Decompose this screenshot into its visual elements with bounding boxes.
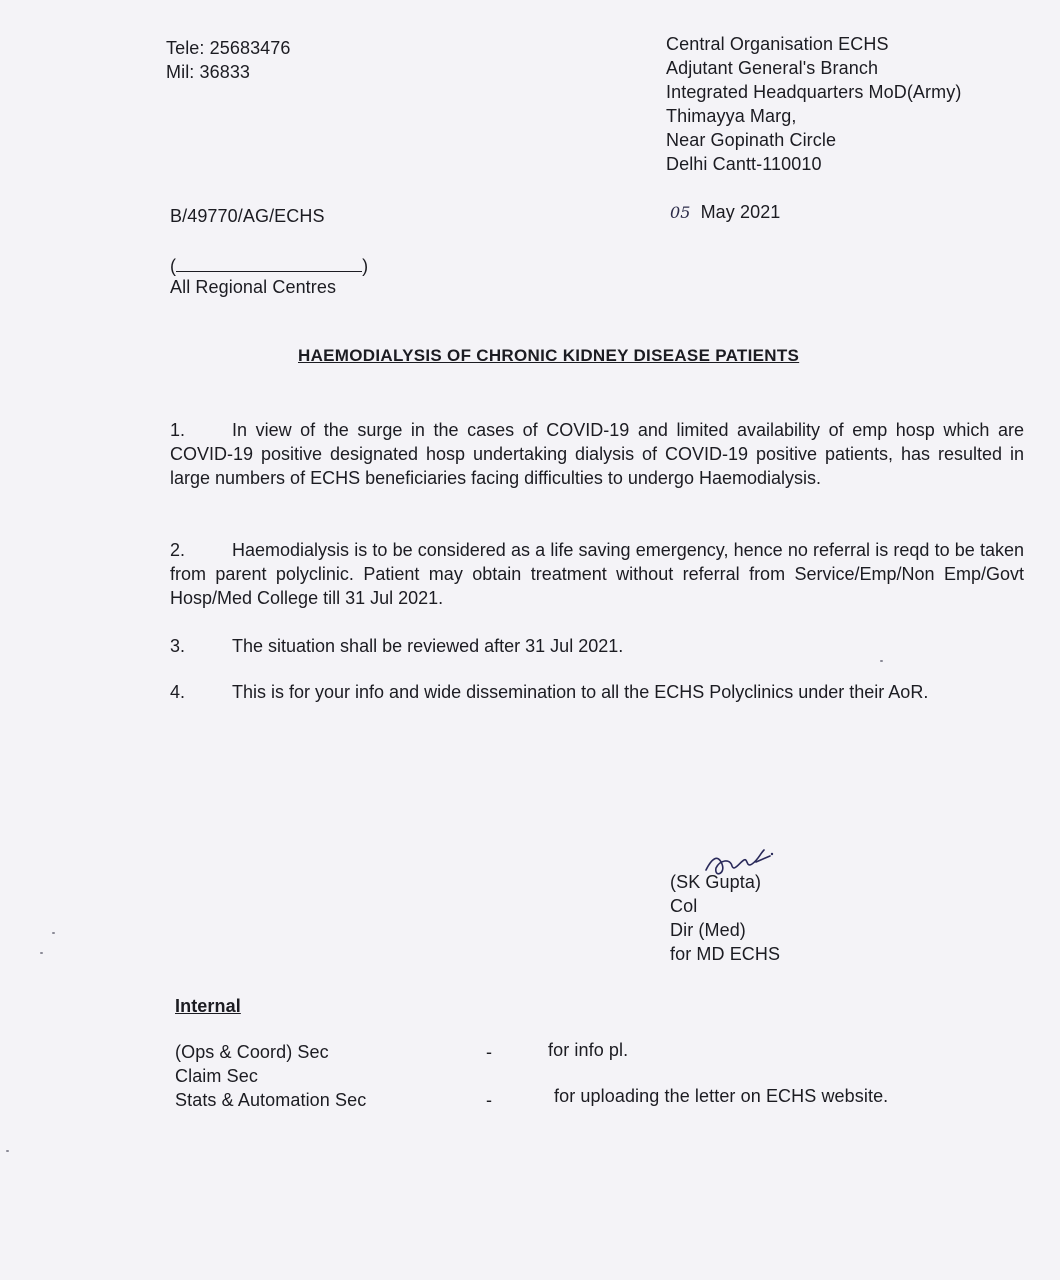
internal-recipients bbox=[175, 1040, 366, 1112]
paren-open: ( bbox=[170, 256, 177, 276]
scan-speck bbox=[52, 932, 55, 934]
paragraph-text: This is for your info and wide dissemination to all the ECHS Polyclinics under their AoR. bbox=[232, 682, 929, 702]
scan-speck bbox=[6, 1150, 9, 1152]
dash-separator: - bbox=[486, 1042, 493, 1062]
signatory-designation: Dir (Med) bbox=[670, 920, 746, 940]
paragraph-1 bbox=[170, 418, 1024, 490]
signatory-block bbox=[670, 870, 780, 966]
office-address bbox=[666, 32, 961, 176]
address-line: Integrated Headquarters MoD(Army) bbox=[666, 82, 962, 102]
paragraph-text: The situation shall be reviewed after 31 Jul 2021. bbox=[232, 636, 624, 656]
paragraph-text: In view of the surge in the cases of COVID-19 and limited availability of emp hosp which are COVID-19 positive designated hosp undertaking dialysis of COVID-19 positive patients, has resulted in large numbers of ECHS beneficiaries facing difficulties to undergo Haemodialysis. bbox=[170, 420, 1024, 488]
recipient: Stats & Automation Sec bbox=[175, 1090, 367, 1110]
date-day-handwritten: 05 bbox=[670, 203, 691, 222]
purpose-upload: for uploading the letter on ECHS website. bbox=[554, 1086, 889, 1106]
dash-separator: - bbox=[486, 1090, 493, 1110]
recipient: (Ops & Coord) Sec bbox=[175, 1042, 329, 1062]
signatory-rank: Col bbox=[670, 896, 698, 916]
reference-number: B/49770/AG/ECHS bbox=[170, 206, 325, 226]
signatory-name: (SK Gupta) bbox=[670, 872, 762, 892]
paragraph-4 bbox=[170, 680, 1024, 704]
recipient: Claim Sec bbox=[175, 1066, 258, 1086]
paragraph-number: 2. bbox=[170, 540, 186, 560]
scan-speck bbox=[40, 952, 43, 954]
letter-date bbox=[670, 200, 780, 225]
date-month-year: May 2021 bbox=[700, 202, 781, 222]
paragraph-2 bbox=[170, 538, 1024, 610]
address-line: Central Organisation ECHS bbox=[666, 34, 889, 54]
internal-heading: Internal bbox=[175, 996, 241, 1016]
paren-close: ) bbox=[362, 256, 369, 276]
scan-speck bbox=[880, 660, 883, 662]
addressee: All Regional Centres bbox=[170, 277, 337, 297]
paragraph-number: 1. bbox=[170, 420, 186, 440]
blank-line bbox=[176, 255, 362, 272]
tele-number: Tele: 25683476 bbox=[166, 38, 291, 58]
paragraph-number: 4. bbox=[170, 682, 186, 702]
paragraph-number: 3. bbox=[170, 636, 186, 656]
address-line: Near Gopinath Circle bbox=[666, 130, 837, 150]
signatory-on-behalf: for MD ECHS bbox=[670, 944, 781, 964]
contact-block bbox=[166, 36, 291, 84]
paragraph-3 bbox=[170, 634, 1024, 658]
address-line: Delhi Cantt-110010 bbox=[666, 154, 822, 174]
address-line: Thimayya Marg, bbox=[666, 106, 797, 126]
subject-heading: HAEMODIALYSIS OF CHRONIC KIDNEY DISEASE PATIENTS bbox=[298, 346, 800, 365]
purpose-info: for info pl. bbox=[548, 1040, 629, 1060]
address-line: Adjutant General's Branch bbox=[666, 58, 879, 78]
mil-number: Mil: 36833 bbox=[166, 62, 251, 82]
paragraph-text: Haemodialysis is to be considered as a life saving emergency, hence no referral is reqd to be taken from parent polyclinic. Patient may obtain treatment without referral from Service/Emp/Non Emp/Govt Hosp/Med College till 31 Jul 2021. bbox=[170, 540, 1024, 608]
